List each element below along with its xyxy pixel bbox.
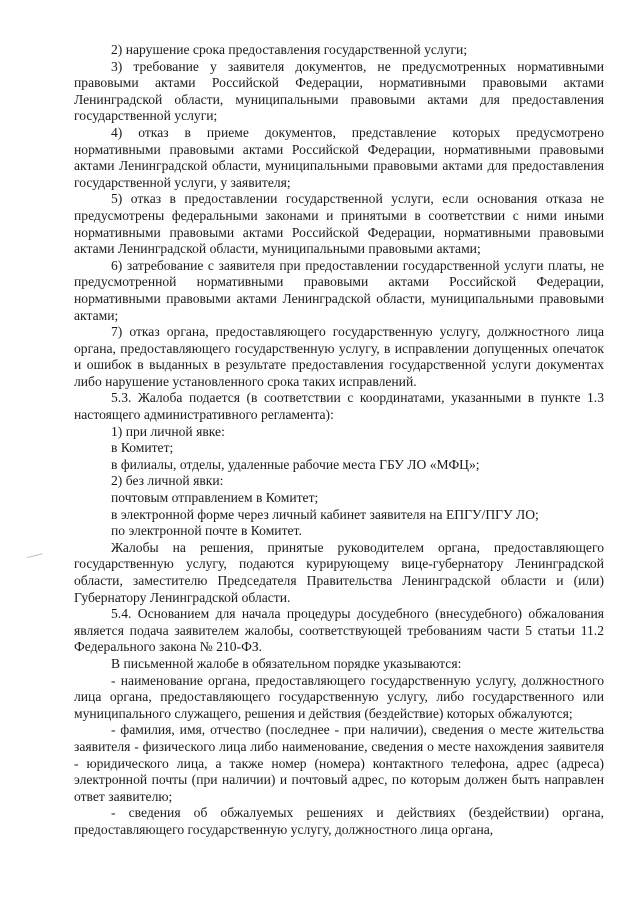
document-paragraph: - фамилия, имя, отчество (последнее - при наличии), сведения о месте жительства заявителя - физического лица либо наименование, сведения о месте нахождения заявителя - юридического лица, а также номер (номера) контактного телефона, адрес (адреса) электронной почты (при наличии) и почтовый адрес, по которым должен быть направлен ответ заявителю; <box>74 722 604 804</box>
document-paragraph: Жалобы на решения, принятые руководителем органа, предоставляющего государственную услугу, подаются курирующему вице-губернатору Ленинградской области, заместителю Председателя Правительства Ленинградской области и (или) Губернатору Ленинградской области. <box>74 539 604 605</box>
document-paragraph: 5.3. Жалоба подается (в соответствии с координатами, указанными в пункте 1.3 настоящего административного регламента): <box>74 390 604 423</box>
margin-pencil-mark <box>27 553 45 568</box>
document-paragraph: по электронной почте в Комитет. <box>111 523 302 539</box>
document-paragraph: 7) отказ органа, предоставляющего государственную услугу, должностного лица органа, предоставляющего государственную услугу, в исправлении допущенных опечаток и ошибок в выданных в результате предоставления государственной услуги документах либо нарушение установленного срока таких исправлений. <box>74 324 604 389</box>
document-paragraph: 2) нарушение срока предоставления государственной услуги; <box>111 42 468 57</box>
document-paragraph: В письменной жалобе в обязательном порядке указываются: <box>111 655 462 671</box>
document-paragraph: 1) при личной явке: <box>111 423 225 439</box>
document-paragraph: в Комитет; <box>111 440 174 456</box>
document-paragraph: 3) требование у заявителя документов, не предусмотренных нормативными правовыми актами Российской Федерации, нормативными правовыми актами Ленинградской области, муниципальными правовыми актами для предоставления государственной услуги; <box>74 58 604 124</box>
document-paragraph: в филиалы, отделы, удаленные рабочие места ГБУ ЛО «МФЦ»; <box>111 456 480 472</box>
document-body <box>74 42 604 839</box>
document-paragraph: 5) отказ в предоставлении государственной услуги, если основания отказа не предусмотрены федеральными законами и принятыми в соответствии с ними иными нормативными правовыми актами Российской Федерации, нормативными правовыми актами Ленинградской области, муниципальными правовыми актами; <box>74 191 604 257</box>
document-paragraph: 5.4. Основанием для начала процедуры досудебного (внесудебного) обжалования является подача заявителем жалобы, соответствующей требованиям части 5 статьи 11.2 Федерального закона № 210-ФЗ. <box>74 606 604 655</box>
document-paragraph: в электронной форме через личный кабинет заявителя на ЕПГУ/ПГУ ЛО; <box>111 506 539 522</box>
document-paragraph: 6) затребование с заявителя при предоставлении государственной услуги платы, не предусмотренной нормативными правовыми актами Российской Федерации, нормативными правовыми актами Ленинградской области, муниципальными правовыми актами; <box>74 257 604 323</box>
document-paragraph: 2) без личной явки: <box>111 473 224 489</box>
document-paragraph: - сведения об обжалуемых решениях и действиях (бездействии) органа, предоставляющего государственную услугу, должностного лица органа, <box>74 805 604 837</box>
document-paragraph: почтовым отправлением в Комитет; <box>111 490 319 506</box>
document-paragraph: 4) отказ в приеме документов, представление которых предусмотрено нормативными правовыми актами Российской Федерации, нормативными правовыми актами Ленинградской области, муниципальными правовыми актами для предоставления государственной услуги, у заявителя; <box>74 124 604 190</box>
document-paragraph: - наименование органа, предоставляющего государственную услугу, должностного лица органа, предоставляющего государственную услугу, либо государственного или муниципального служащего, решения и действия (бездействие) которых обжалуются; <box>74 672 604 721</box>
